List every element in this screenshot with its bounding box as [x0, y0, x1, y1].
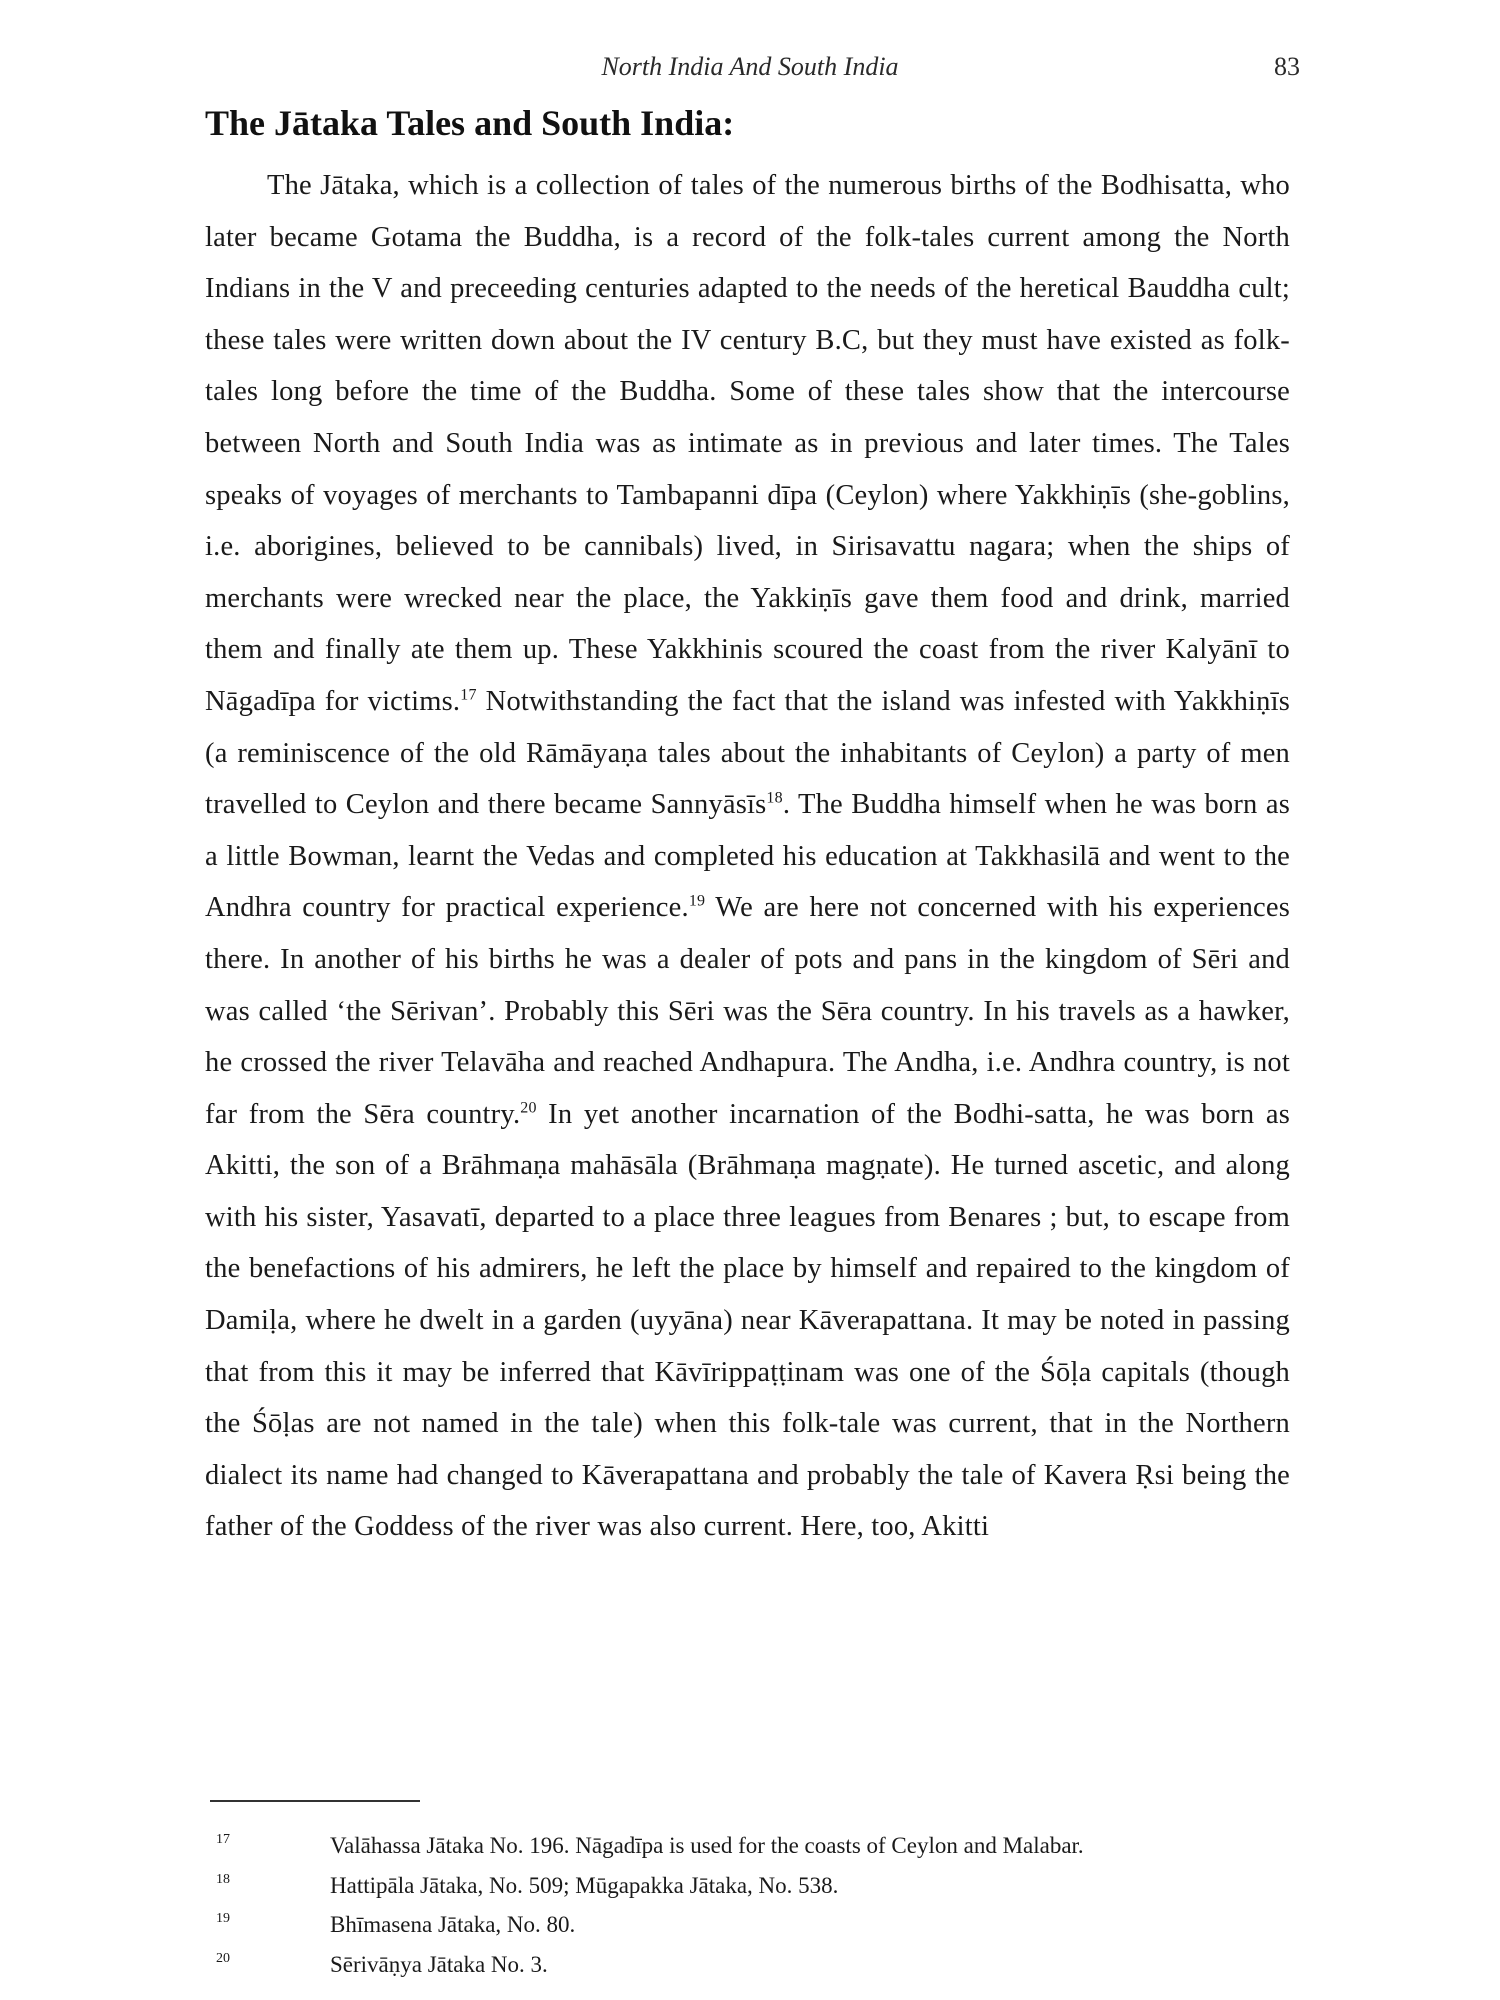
paragraph-text: . The Buddha himself when he was born as a little Bowman, learnt the Vedas and completed his education at Takkhasilā and went to the Andhra country for practical experience. [205, 789, 1290, 924]
footnote-19 [210, 1905, 1310, 1945]
footnote-17 [210, 1826, 1310, 1866]
running-header [0, 52, 1500, 92]
footnote-marker: 18 [216, 1871, 230, 1887]
footnote-marker: 20 [216, 1950, 230, 1966]
running-title: North India And South India [601, 52, 899, 81]
paragraph-text: In yet another incarnation of the Bodhi-satta, he was born as Akitti, the son of a Brāhmaṇa mahāsāla (Brāhmaṇa magṇate). He turned ascetic, and along with his sister, Yasavatī, departed to a place three leagues from Benares ; but, to escape from the benefactions of his admirers, he left the place by himself and repaired to the kingdom of Damiḷa, where he dwelt in a garden (uyyāna) near Kāverapattana. It may be noted in passing that from this it may be inferred that Kāvīrippaṭṭinam was one of the Śōḷa capitals (though the Śōḷas are not named in the tale) when this folk-tale was current, that in the Northern dialect its name had changed to Kāverapattana and probably the tale of Kavera Ṛsi being the father of the Goddess of the river was also current. Here, too, Akitti [205, 1098, 1290, 1543]
paragraph-text: The Jātaka, which is a collection of tales of the numerous births of the Bodhisatta, who later became Gotama the Buddha, is a record of the folk-tales current among the North Indians in the V and preceeding centuries adapted to the needs of the heretical Bauddha cult; these tales were written down about the IV century B.C, but they must have existed as folk-tales long before the time of the Buddha. Some of these tales show that the intercourse between North and South India was as intimate as in previous and later times. The Tales speaks of voyages of merchants to Tambapanni dīpa (Ceylon) where Yakkhiṇīs (she-goblins, i.e. aborigines, believed to be cannibals) lived, in Sirisavattu nagara; when the ships of merchants were wrecked near the place, the Yakkiṇīs gave them food and drink, married them and finally ate them up. These Yakkhinis scoured the coast from the river Kalyānī to Nāgadīpa for victims. [205, 170, 1290, 717]
footnote-ref-19: 19 [688, 892, 706, 910]
footnote-ref-20: 20 [520, 1099, 537, 1117]
page-number: 83 [1274, 52, 1300, 81]
footnote-marker: 19 [216, 1911, 230, 1926]
body-paragraph [205, 160, 1290, 1553]
footnotes [210, 1826, 1310, 1984]
footnote-text: Valāhassa Jātaka No. 196. Nāgadīpa is used for the coasts of Ceylon and Malabar. [330, 1833, 1084, 1858]
footnote-18 [210, 1866, 1310, 1906]
paragraph-text: We are here not concerned with his experiences there. In another of his births he was a dealer of pots and pans in the kingdom of Sēri and was called ‘the Sērivan’. Probably this Sēri was the Sēra country. In his travels as a hawker, he crossed the river Telavāha and reached Andhapura. The Andha, i.e. Andhra country, is not far from the Sēra country. [205, 892, 1291, 1130]
footnote-text: Sērivāṇya Jātaka No. 3. [330, 1951, 548, 1977]
footnote-ref-18: 18 [766, 789, 783, 807]
footnote-ref-17: 17 [460, 686, 477, 704]
paragraph-text: Notwithstanding the fact that the island was infested with Yakkhiṇīs (a reminiscence of the old Rāmāyaṇa tales about the inhabitants of Ceylon) a party of men travelled to Ceylon and there became Sannyāsīs [205, 685, 1290, 821]
footnote-text: Hattipāla Jātaka, No. 509; Mūgapakka Jātaka, No. 538. [330, 1872, 839, 1898]
section-title: The Jātaka Tales and South India: [205, 103, 735, 143]
footnote-20 [210, 1945, 1310, 1985]
footnote-text: Bhīmasena Jātaka, No. 80. [330, 1912, 576, 1937]
footnote-marker: 17 [216, 1832, 230, 1847]
footnote-divider [210, 1800, 420, 1802]
